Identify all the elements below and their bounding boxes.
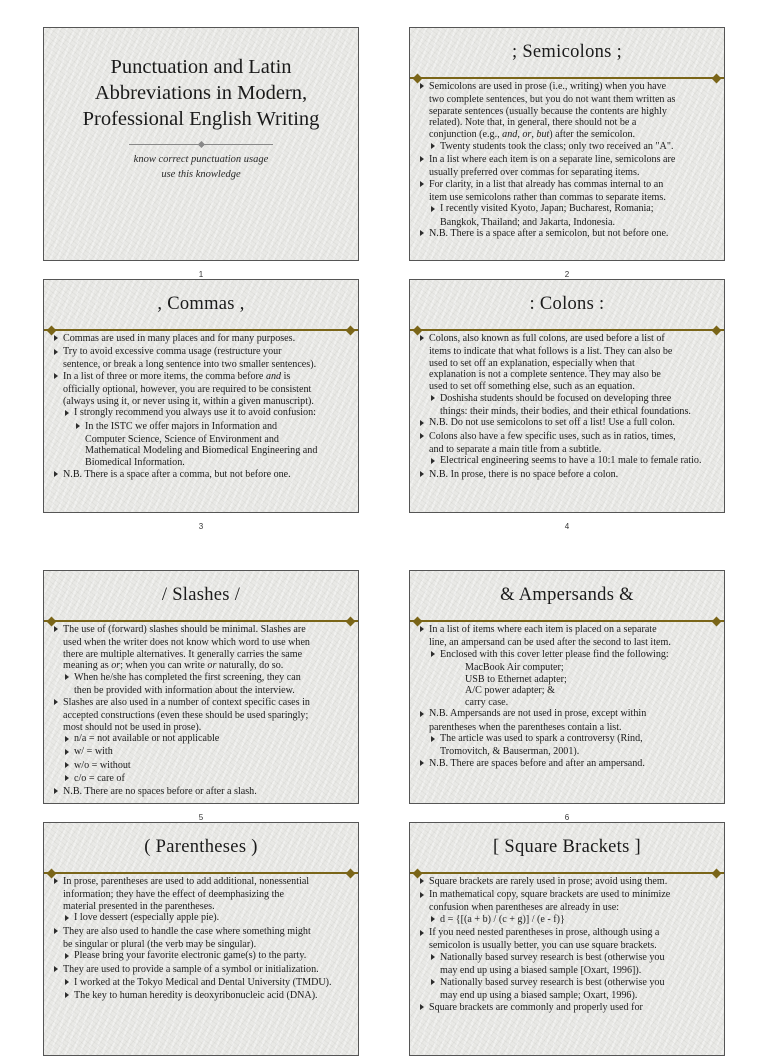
title-rule — [409, 620, 725, 622]
bullet-continuation: conjunction (e.g., and, or, but) after the semicolon. — [429, 128, 636, 140]
title-rule — [43, 329, 359, 331]
semicolons-slide — [409, 27, 725, 261]
bullet-item: d = {[(a + b) / (c + g)] / (e - f)} — [429, 914, 718, 926]
bullet-continuation: be singular or plural (the verb may be singular). — [63, 938, 257, 950]
bullet-item: Commas are used in many places and for many purposes. — [52, 333, 352, 345]
list-line: USB to Ethernet adapter; — [465, 673, 567, 685]
bullet-item: w/ = with — [63, 746, 352, 758]
bullet-continuation: Mathematical Modeling and Biomedical Engineering and — [85, 445, 318, 457]
bullet-continuation: used when the writer does not know which word to use when — [63, 637, 310, 649]
commas-slide — [43, 279, 359, 513]
bullet-continuation: Tromovitch, & Bauserman, 2001). — [440, 746, 580, 758]
bullet-item: N.B. There are spaces before and after an ampersand. — [418, 758, 718, 770]
bullet-continuation: separate sentences (usually because the contents are highly — [429, 105, 667, 117]
bullet-item: In a list where each item is on a separate line, semicolons are — [418, 154, 718, 166]
bullet-continuation: and to separate a main title from a subtitle. — [429, 443, 602, 455]
bullet-item: For clarity, in a list that already has commas internal to an — [418, 179, 718, 191]
bullet-item: The use of (forward) slashes should be minimal. Slashes are — [52, 624, 352, 636]
bullet-item: Colons also have a few specific uses, such as in ratios, times, — [418, 431, 718, 443]
bullet-continuation: line, an ampersand can be used after the second to last item. — [429, 637, 671, 649]
bullet-continuation: accepted constructions (even these should be used sparingly; — [63, 709, 309, 721]
square-brackets-slide — [409, 822, 725, 1056]
presentation-subtitle — [44, 152, 358, 182]
title-rule — [409, 872, 725, 874]
presentation-title — [44, 54, 358, 132]
slashes-slide — [43, 570, 359, 804]
bullet-item: N.B. There are no spaces before or after a slash. — [52, 786, 352, 798]
bullet-item: In the ISTC we offer majors in Information and — [74, 421, 352, 433]
bullet-continuation: item use semicolons rather than commas to separate items. — [429, 191, 666, 203]
title-rule — [409, 329, 725, 331]
bullet-item: Colons, also known as full colons, are used before a list of — [418, 333, 718, 345]
page-number: 4 — [564, 522, 570, 531]
list-line: A/C power adapter; & — [465, 685, 555, 697]
bullet-continuation: sentence, or break a long sentence into two smaller sentences). — [63, 359, 317, 371]
bullet-item: w/o = without — [63, 760, 352, 772]
bullet-item: The key to human heredity is deoxyribonucleic acid (DNA). — [63, 990, 352, 1002]
bullet-item: Square brackets are commonly and properly used for — [418, 1002, 718, 1014]
subtitle-line: use this knowledge — [161, 169, 241, 180]
bullet-item: Please bring your favorite electronic game(s) to the party. — [63, 950, 352, 962]
page-number: 3 — [198, 522, 204, 531]
bullet-item: In a list of items where each item is placed on a separate — [418, 624, 718, 636]
bullet-item: n/a = not available or not applicable — [63, 733, 352, 745]
bullet-item: In mathematical copy, square brackets are used to minimize — [418, 889, 718, 901]
title-divider — [129, 144, 273, 145]
slide-body — [418, 624, 718, 771]
page-number: 6 — [564, 813, 570, 822]
title-line: Abbreviations in Modern, — [94, 82, 308, 104]
bullet-continuation: confusion when parentheses are already in use: — [429, 902, 620, 914]
bullet-item: N.B. There is a space after a comma, but not before one. — [52, 469, 352, 481]
title-line: Punctuation and Latin — [110, 56, 292, 78]
bullet-continuation: two complete sentences, but you do not want them written as — [429, 94, 676, 106]
page-number: 2 — [564, 270, 570, 279]
subtitle-line: know correct punctuation usage — [133, 154, 269, 165]
bullet-continuation: Computer Science, Science of Environment and — [85, 433, 279, 445]
bullet-continuation: may end up using a biased sample; Oxart, 1996). — [440, 989, 638, 1001]
bullet-item: Electrical engineering seems to have a 10:1 male to female ratio. — [429, 455, 718, 467]
bullet-item: They are used to provide a sample of a symbol or initialization. — [52, 964, 352, 976]
bullet-item: When he/she has completed the first screening, they can — [63, 672, 352, 684]
bullet-item: N.B. Ampersands are not used in prose, except within — [418, 708, 718, 720]
bullet-continuation: meaning as or; when you can write or naturally, do so. — [63, 660, 284, 672]
slide-title: & Ampersands & — [500, 585, 634, 605]
title-rule — [43, 872, 359, 874]
bullet-item: Nationally based survey research is best (otherwise you — [429, 977, 718, 989]
title-slide — [43, 27, 359, 261]
parentheses-slide — [43, 822, 359, 1056]
bullet-item: Doshisha students should be focused on developing three — [429, 393, 718, 405]
bullet-item: I worked at the Tokyo Medical and Dental University (TMDU). — [63, 977, 352, 989]
bullet-continuation: information; they have the effect of deemphasizing the — [63, 889, 284, 901]
bullet-item: I recently visited Kyoto, Japan; Bucharest, Romania; — [429, 203, 718, 215]
slide-body — [52, 333, 352, 482]
list-line: carry case. — [465, 696, 509, 708]
bullet-continuation: used to set off something else, such as an equation. — [429, 380, 635, 392]
slide-title: , Commas , — [157, 294, 245, 314]
bullet-continuation: there are multiple alternatives. It generally carries the same — [63, 648, 303, 660]
bullet-continuation: then be provided with information about the interview. — [74, 685, 295, 697]
bullet-continuation: usually preferred over commas for separating items. — [429, 166, 640, 178]
bullet-item: Semicolons are used in prose (i.e., writing) when you have — [418, 81, 718, 93]
page-number: 5 — [198, 813, 204, 822]
bullet-item: Square brackets are rarely used in prose; avoid using them. — [418, 876, 718, 888]
bullet-continuation: Bangkok, Thailand; and Jakarta, Indonesia. — [440, 216, 616, 228]
slide-body — [418, 81, 718, 241]
bullet-item: Nationally based survey research is best (otherwise you — [429, 952, 718, 964]
bullet-continuation: used to set off an explanation, especially when that — [429, 357, 635, 369]
bullet-continuation: parentheses when the parentheses contain a list. — [429, 721, 622, 733]
bullet-item: N.B. There is a space after a semicolon, but not before one. — [418, 228, 718, 240]
slide-title: : Colons : — [529, 294, 605, 314]
bullet-continuation: explanation is not a complete sentence. They may also be — [429, 369, 661, 381]
slide-body — [418, 876, 718, 1015]
slide-title: [ Square Brackets ] — [493, 837, 641, 857]
bullet-item: They are also used to handle the case where something might — [52, 926, 352, 938]
bullet-item: N.B. Do not use semicolons to set off a list! Use a full colon. — [418, 417, 718, 429]
ampersands-slide — [409, 570, 725, 804]
title-rule — [409, 77, 725, 79]
bullet-item: Try to avoid excessive comma usage (restructure your — [52, 346, 352, 358]
page-number: 1 — [198, 270, 204, 279]
colons-slide — [409, 279, 725, 513]
bullet-item: In a list of three or more items, the comma before and is — [52, 371, 352, 383]
bullet-continuation: related). Note that, in general, there should not be a — [429, 117, 637, 129]
list-line: MacBook Air computer; — [465, 661, 564, 673]
bullet-continuation: items to indicate that what follows is a list. They can also be — [429, 346, 673, 358]
slide-body — [52, 624, 352, 799]
bullet-item: Slashes are also used in a number of context specific cases in — [52, 697, 352, 709]
bullet-item: Twenty students took the class; only two received an "A". — [429, 141, 718, 153]
bullet-item: Enclosed with this cover letter please find the following: — [429, 649, 718, 661]
bullet-item: In prose, parentheses are used to add additional, nonessential — [52, 876, 352, 888]
bullet-continuation: Biomedical Information. — [85, 456, 185, 468]
slide-title: / Slashes / — [161, 585, 241, 605]
bullet-continuation: (always using it, or never using it, within a given manuscript). — [63, 395, 314, 407]
title-rule — [43, 620, 359, 622]
title-line: Professional English Writing — [82, 108, 320, 130]
bullet-continuation: semicolon is usually better, you can use square brackets. — [429, 940, 657, 952]
bullet-item: If you need nested parentheses in prose, although using a — [418, 927, 718, 939]
bullet-item: N.B. In prose, there is no space before a colon. — [418, 469, 718, 481]
bullet-continuation: officially optional, however, you are required to be consistent — [63, 384, 312, 396]
slide-title: ( Parentheses ) — [144, 837, 258, 857]
bullet-continuation: things: their minds, their bodies, and their ethical foundations. — [440, 405, 691, 417]
slide-title: ; Semicolons ; — [511, 42, 623, 62]
bullet-item: The article was used to spark a controversy (Rind, — [429, 733, 718, 745]
bullet-continuation: material presented in the parentheses. — [63, 900, 215, 912]
slide-body — [52, 876, 352, 1003]
slide-body — [418, 333, 718, 482]
bullet-item: c/o = care of — [63, 773, 352, 785]
bullet-continuation: may end up using a biased sample [Oxart, 1996]). — [440, 965, 642, 977]
bullet-item: I love dessert (especially apple pie). — [63, 912, 352, 924]
bullet-continuation: most should not be used in prose). — [63, 721, 202, 733]
bullet-item: I strongly recommend you always use it to avoid confusion: — [63, 407, 352, 419]
